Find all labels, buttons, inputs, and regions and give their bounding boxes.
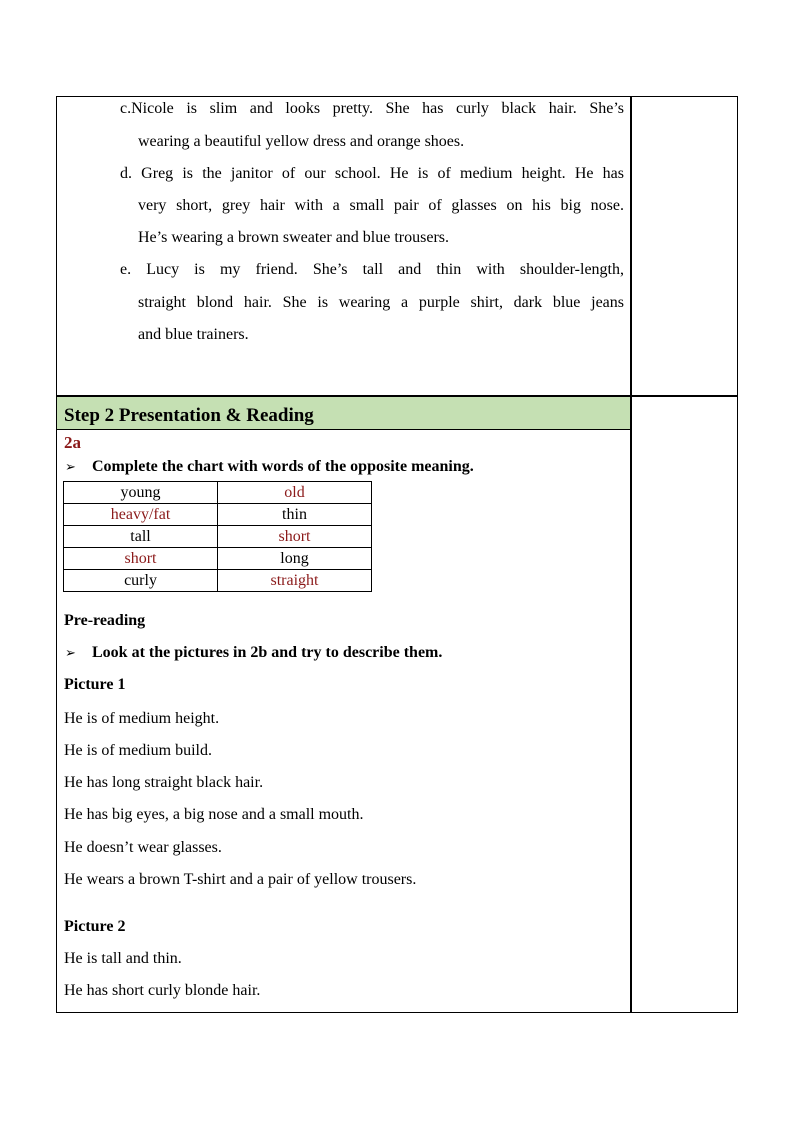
chart-cell-right: thin <box>218 504 372 526</box>
instruction-pre-reading: Look at the pictures in 2b and try to describe them. <box>92 644 443 661</box>
pre-reading-heading: Pre-reading <box>64 612 146 629</box>
table-cell-top-side <box>630 96 738 397</box>
desc-e-line2: straight blond hair. She is wearing a purple shirt, dark blue jeans <box>138 294 624 311</box>
chart-cell-right: straight <box>218 570 372 592</box>
picture2-line: He is tall and thin. <box>64 950 182 967</box>
arrow-bullet-icon: ➢ <box>65 645 76 660</box>
chart-row <box>64 548 372 570</box>
picture1-line: He wears a brown T-shirt and a pair of yellow trousers. <box>64 871 417 888</box>
desc-d-line1: d. Greg is the janitor of our school. He is of medium height. He has <box>120 165 624 182</box>
chart-cell-left: short <box>64 548 218 570</box>
picture1-line: He has long straight black hair. <box>64 774 264 791</box>
chart-cell-left: tall <box>64 526 218 548</box>
desc-c-line2: wearing a beautiful yellow dress and orange shoes. <box>138 133 465 150</box>
instruction-2a: Complete the chart with words of the opposite meaning. <box>92 458 474 475</box>
chart-cell-left: young <box>64 482 218 504</box>
chart-row <box>64 570 372 592</box>
label-2a: 2a <box>64 433 81 452</box>
chart-cell-right: old <box>218 482 372 504</box>
picture2-line: He has short curly blonde hair. <box>64 982 261 999</box>
chart-cell-left: heavy/fat <box>64 504 218 526</box>
desc-e-line3: and blue trainers. <box>138 326 249 343</box>
opposites-chart <box>63 481 372 592</box>
chart-row <box>64 504 372 526</box>
picture1-title: Picture 1 <box>64 676 126 693</box>
chart-row <box>64 526 372 548</box>
picture2-title: Picture 2 <box>64 918 126 935</box>
desc-e-line1: e. Lucy is my friend. She’s tall and thin with shoulder-length, <box>120 261 624 278</box>
picture1-line: He is of medium build. <box>64 742 212 759</box>
chart-row <box>64 482 372 504</box>
chart-cell-right: short <box>218 526 372 548</box>
table-cell-bottom-side <box>630 395 738 1013</box>
chart-cell-right: long <box>218 548 372 570</box>
picture1-line: He doesn’t wear glasses. <box>64 839 222 856</box>
step2-title: Step 2 Presentation & Reading <box>64 405 314 426</box>
picture1-line: He is of medium height. <box>64 710 220 727</box>
arrow-bullet-icon: ➢ <box>65 459 76 474</box>
desc-d-line3: He’s wearing a brown sweater and blue trousers. <box>138 229 450 246</box>
chart-cell-left: curly <box>64 570 218 592</box>
header-bottom-rule <box>57 429 630 430</box>
picture1-line: He has big eyes, a big nose and a small mouth. <box>64 806 364 823</box>
desc-d-line2: very short, grey hair with a small pair of glasses on his big nose. <box>138 197 624 214</box>
desc-c-line1: c.Nicole is slim and looks pretty. She has curly black hair. She’s <box>120 100 624 117</box>
